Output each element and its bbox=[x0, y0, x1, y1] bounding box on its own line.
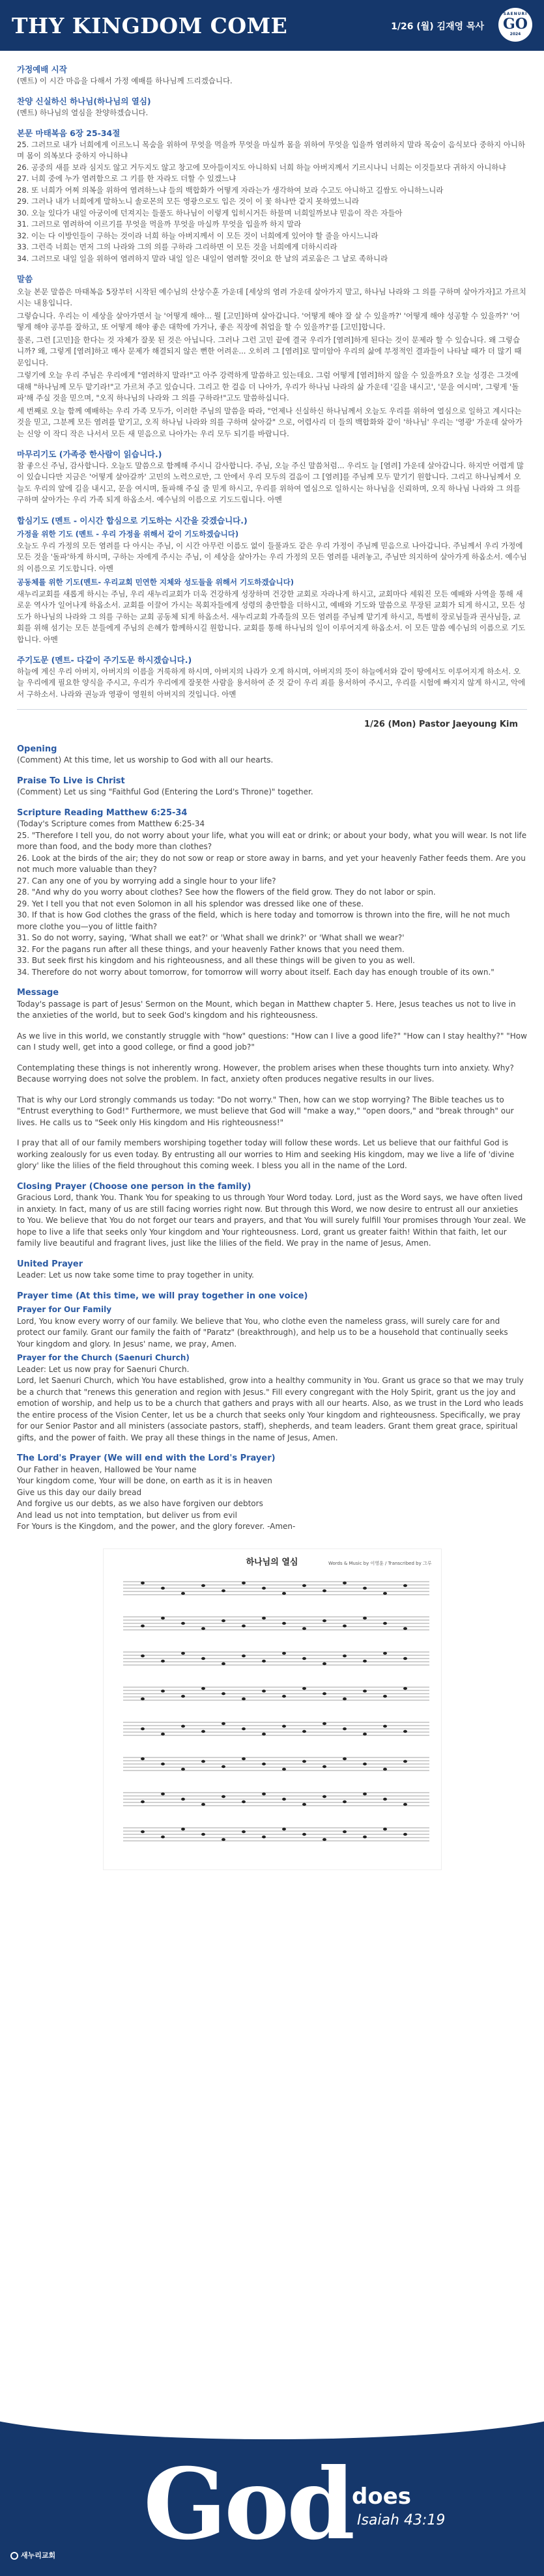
eng-church-prayer-text: Lord, let Saenuri Church, which You have established, grow into a healthy community in You. Grant us grace so that we may truly be a church that "renews this generation and region with Jesus." Fill every congregant with the Holy Spirit, grant us the joy and emotion of worship, and help us to be a church that gathers and prays with all our hearts. Also, as we trust in the Lord who leads the entire process of the Vision Center, let us be a church that seeks only Your kingdom and righteousness. Specifically, we pray for our Senior Pastor and all ministers (associate pastors, staff), shepherds, and team leaders. Grant them great grace, spiritual gifts, and the power of faith. We pray all these things in the name of Jesus, Amen. bbox=[17, 1376, 524, 1442]
eng-lords-prayer-line: Your kingdom come, Your will be done, on earth as it is in heaven bbox=[17, 1476, 272, 1485]
music-note bbox=[262, 1732, 266, 1735]
music-note bbox=[262, 1762, 266, 1765]
sheet-credit: Words & Music by 이영훈 / Transcribed by 그루 bbox=[328, 1560, 432, 1566]
music-note bbox=[363, 1689, 367, 1692]
kor-lords-prayer-title: 주기도문 (멘트- 다같이 주기도문 하시겠습니다.) bbox=[17, 655, 192, 665]
music-note bbox=[383, 1797, 387, 1800]
music-note bbox=[282, 1591, 286, 1594]
music-note bbox=[302, 1627, 306, 1629]
eng-church-prayer-title: Prayer for the Church (Saenuri Church) bbox=[17, 1353, 190, 1362]
church-logo bbox=[10, 2550, 55, 2560]
music-note bbox=[161, 1659, 165, 1662]
music-note bbox=[383, 1591, 387, 1594]
eng-praise-text: (Comment) Let us sing "Faithful God (Entering the Lord's Throne)" together. bbox=[17, 787, 313, 796]
kor-verse: 27. 너희 중에 누가 염려함으로 그 키를 한 자라도 더할 수 있겠느냐 bbox=[17, 174, 236, 183]
korean-section bbox=[0, 51, 544, 710]
kor-verse: 26. 공중의 새를 보라 심지도 않고 거두지도 않고 창고에 모아들이지도 아니하되 너희 하늘 아버지께서 기르시나니 너희는 이것들보다 귀하지 아니하냐 bbox=[17, 162, 506, 172]
kor-verse: 31. 그러므로 염려하여 이르기를 무엇을 먹을까 무엇을 마실까 무엇을 입을까 하지 말라 bbox=[17, 219, 302, 229]
music-note bbox=[181, 1724, 185, 1727]
kor-verse: 29. 그러나 내가 너희에게 말하노니 솔로몬의 모든 영광으로도 입은 것이 이 꽃 하나만 같지 못하였느니라 bbox=[17, 197, 359, 206]
eng-closing-text: Gracious Lord, thank You. Thank You for speaking to us through Your Word today. Lord, just as the Word says, we have often lived in anxiety. In fact, many of us are still facing worries right now. But through this Word, we now desire to entrust all our anxieties to You. We believe that You do not forget our tears and prayers, and that You will surely fulfill Your promises through Your zeal. We hope to live a life that seeks only Your kingdom and Your righteousness. Lord, grant us greater faith! Within that faith, let our family live beautiful and fragrant lives, just like the lilies of the field. We pray in the name of Jesus, Amen. bbox=[17, 1193, 526, 1248]
music-note bbox=[242, 1624, 246, 1627]
kor-message-para: 물론, 그런 [고민]을 한다는 것 자체가 잘못 된 것은 아닙니다. 그러나 그런 고민 끝에 결국 우리가 [염려]하게 된다는 것이 문제라 할 수 있습니다. 왜 그렇습니까? 왜, 그렇게 [염려]하고 매사 문제가 해결되지 않은 뻔한 어려운... 오히려 그 [염려]로 말미암아 우리의 삶에 부정적인 결과들이 나타날 때가 더 많기 때문입니다. bbox=[17, 335, 522, 367]
music-note bbox=[242, 1800, 246, 1802]
kor-family-prayer-title: 가정을 위한 기도 (멘트 - 우리 가정을 위해서 같이 기도하겠습니다) bbox=[17, 529, 239, 539]
eng-scripture-intro: (Today's Scripture comes from Matthew 6:25-34 bbox=[17, 819, 205, 828]
music-note bbox=[181, 1797, 185, 1800]
eng-message-para: I pray that all of our family members worshiping together today will follow these words. Let us believe that our faithful God is working zealously for us even today. By entrusting all our worries to Him and seeking His kingdom, may we live a life of 'divine glory' like the lilies of the field throughout this coming week. I bless you all in the name of the Lord. bbox=[17, 1138, 515, 1170]
music-note bbox=[141, 1654, 145, 1657]
music-note bbox=[403, 1729, 407, 1732]
eng-united-text: Leader: Let us now take some time to pray together in unity. bbox=[17, 1270, 254, 1280]
music-note bbox=[161, 1792, 165, 1795]
music-note bbox=[242, 1757, 246, 1759]
eng-verse: 33. But seek first his kingdom and his righteousness, and all these things will be given to you as well. bbox=[17, 956, 415, 965]
music-note bbox=[242, 1830, 246, 1832]
music-note bbox=[403, 1687, 407, 1689]
music-note bbox=[322, 1722, 326, 1724]
eng-verse: 30. If that is how God clothes the grass of the field, which is here today and tomorrow is thrown into the fire, will he not much more clothe you—you of little faith? bbox=[17, 910, 510, 931]
eng-verse: 25. "Therefore I tell you, do not worry about your life, what you will eat or drink; or about your body, what you will wear. Is not life more than food, and the body more than clothes? bbox=[17, 830, 527, 851]
music-note bbox=[201, 1759, 205, 1762]
music-note bbox=[201, 1802, 205, 1805]
music-note bbox=[322, 1838, 326, 1840]
logo-sub: SAENURI bbox=[503, 12, 528, 16]
music-note bbox=[141, 1624, 145, 1627]
music-note bbox=[403, 1584, 407, 1586]
kor-praise-title: 찬양 신실하신 하나님(하나님의 열심) bbox=[17, 96, 151, 106]
kor-message-para: 세 번째로 오늘 함께 예배하는 우리 가족 모두가, 이러한 주님의 말씀을 따라, "언제나 신실하신 하나님께서 오늘도 우리를 위하여 열심으로 일하고 계시다는 것을 믿고, 그분께 모든 염려를 맡기고, 오직 하나님 나라와 의를 구하며 살아갈" 으로, 어렵사리 더 들의 백합화와 같이 '하나님' 우리는 '영광' 가운데 살아가는 신앙 이 작디 작은 나서서 모든 새 믿음으로 나아가는 우리 모두 되기를 바랍니다. bbox=[17, 406, 523, 438]
eng-opening-text: (Comment) At this time, let us worship to God with all our hearts. bbox=[17, 755, 274, 764]
music-note bbox=[363, 1616, 367, 1619]
kor-intercession-title: 합심기도 (멘트 - 이시간 합심으로 기도하는 시간을 갖겠습니다.) bbox=[17, 515, 248, 525]
eng-message-para: Contemplating these things is not inherently wrong. However, the problem arises when these thoughts turn into anxiety. Why? Because worrying does not solve the problem. In fact, anxiety often produces negative results in our lives. bbox=[17, 1063, 514, 1084]
music-note bbox=[322, 1765, 326, 1767]
music-note bbox=[403, 1832, 407, 1835]
music-note bbox=[262, 1616, 266, 1619]
eng-verse: 29. Yet I tell you that not even Solomon in all his splendor was dressed like one of these. bbox=[17, 899, 364, 908]
music-note bbox=[201, 1584, 205, 1586]
music-note bbox=[322, 1589, 326, 1591]
eng-lords-prayer-line: And lead us not into temptation, but deliver us from evil bbox=[17, 1510, 237, 1520]
music-note bbox=[363, 1659, 367, 1662]
music-note bbox=[383, 1651, 387, 1654]
eng-lords-prayer-line: Give us this day our daily bread bbox=[17, 1487, 142, 1497]
music-note bbox=[322, 1795, 326, 1797]
music-note bbox=[343, 1581, 347, 1584]
kor-church-prayer-text: 새누리교회를 새롭게 하시는 주님, 우리 새누리교회가 더욱 건강하게 성장하며 건강한 교회로 자라나게 하시고, 교회마다 세워진 모든 예배와 사역을 통해 새로운 역사가 일어나게 하옵소서. 교회를 이끌어 가시는 목회자들에게 성령의 충만함을 더하시고, 예배와 기도와 말씀으로 무장된 교회가 되게 하시고, 모든 성도가 하나님의 나라와 그 의를 구하는 교회 공동체 되게 하옵소서. 새누리교회 가족들의 모든 염려를 주님께 맡기게 하시고, 특별히 장로님들과 권사님들, 교회를 위해 섬기는 모든 분들에게 주님의 은혜가 함께하시길 원합니다. 교회를 통해 하나님의 일이 이루어지게 하옵소서. 이 모든 말씀 예수님의 이름으로 기도합니다. 아멘 bbox=[17, 589, 526, 644]
music-note bbox=[242, 1654, 246, 1657]
music-note bbox=[343, 1654, 347, 1657]
music-note bbox=[201, 1687, 205, 1689]
music-note bbox=[383, 1694, 387, 1697]
music-note bbox=[201, 1627, 205, 1629]
music-note bbox=[302, 1584, 306, 1586]
brand-title: THY KINGDOM COME bbox=[12, 13, 288, 38]
music-note bbox=[161, 1586, 165, 1589]
eng-message-title: Message bbox=[17, 988, 59, 998]
music-note bbox=[282, 1621, 286, 1624]
music-staves bbox=[104, 1575, 442, 1868]
eng-verse: 32. For the pagans run after all these things, and your heavenly Father knows that you need them. bbox=[17, 944, 405, 954]
eng-opening-title: Opening bbox=[17, 744, 57, 754]
music-note bbox=[141, 1697, 145, 1700]
music-note bbox=[181, 1591, 185, 1594]
kor-opening-title: 가정예배 시작 bbox=[17, 64, 67, 74]
eng-verse: 28. "And why do you worry about clothes? See how the flowers of the field grow. They do not labor or spin. bbox=[17, 888, 436, 897]
music-note bbox=[302, 1802, 306, 1805]
music-note bbox=[222, 1692, 225, 1694]
logo-year: 2024 bbox=[509, 32, 521, 36]
music-note bbox=[141, 1581, 145, 1584]
music-note bbox=[282, 1827, 286, 1830]
music-note bbox=[141, 1757, 145, 1759]
music-note bbox=[282, 1651, 286, 1654]
music-note bbox=[282, 1797, 286, 1800]
date-author: 1/26 (월) 김재영 목사 bbox=[391, 21, 484, 32]
footer-banner bbox=[0, 2361, 544, 2576]
music-note bbox=[161, 1689, 165, 1692]
footer-reference: Isaiah 43:19 bbox=[357, 2512, 446, 2528]
church-name: 새누리교회 bbox=[21, 2551, 56, 2560]
kor-message-para: 그렇기에 오늘 우리 주님은 우리에게 "염려하지 말라!"고 아주 강력하게 말씀하고 있는데요. 그럼 어떻게 [염려]하지 않을 수 있을까요? 오늘 성경은 그것에 대해 "하나님께 모두 맡기라!"고 가르쳐 주고 있습니다. 그리고 한 걸음 더 나아가, 우리가 하나님 나라의 삶 가운데 '길을 내시고', '문을 여시며', 그렇게 '돌파'해 주실 것을 믿으며, "오직 하나님의 나라와 그 의를 구하라!"고도 말씀하십니다. bbox=[17, 371, 519, 402]
sheet-title: 하나님의 열심 bbox=[246, 1557, 298, 1567]
kor-verse: 30. 오늘 있다가 내일 아궁이에 던져지는 들풀도 하나님이 이렇게 입히시거든 하물며 너희일까보냐 믿음이 작은 자들아 bbox=[17, 208, 403, 217]
kor-message-title: 말씀 bbox=[17, 274, 33, 284]
eng-lords-prayer-line: Our Father in heaven, Hallowed be Your name bbox=[17, 1464, 197, 1474]
eng-lords-prayer-line: For Yours is the Kingdom, and the power, and the glory forever. -Amen- bbox=[17, 1522, 296, 1531]
music-note bbox=[222, 1662, 225, 1664]
music-note bbox=[262, 1835, 266, 1838]
music-note bbox=[343, 1757, 347, 1759]
music-note bbox=[181, 1651, 185, 1654]
kor-opening-text: (멘트) 이 시간 마음을 다해서 가정 예배를 하나님께 드리겠습니다. bbox=[17, 76, 233, 85]
kor-closing-text: 참 좋으신 주님, 감사합니다. 오늘도 말씀으로 함께해 주시니 감사합니다. 주님, 오늘 주신 말씀처럼... 우리도 늘 [염려] 가운데 살아갑니다. 하지만 어렵게 많이 있습니다만 지금은 '어떻게 살아갈까' 고민의 노력으로만, 그 안에서 우리 모두의 걸음이 그 [염려]를 주님께 모두 맡기기 원합니다. 그리고 하나님께서 오늘도 우리의 앞에 길을 내시고, 문을 여시며, 돌파해 주실 줄 믿게 하시고, 우리를 위하여 열심으로 일하시는 하나님을 신뢰하며, 오직 하나님 나라와 그 의를 구하며 살아가는 우리 가족 되게 하옵소서. 예수님의 이름으로 기도드립니다. 아멘 bbox=[17, 460, 524, 504]
music-note bbox=[222, 1795, 225, 1797]
go-logo bbox=[498, 8, 532, 42]
eng-closing-title: Closing Prayer (Choose one person in the family) bbox=[17, 1181, 251, 1192]
music-note bbox=[403, 1627, 407, 1629]
music-note bbox=[242, 1727, 246, 1729]
music-note bbox=[141, 1830, 145, 1832]
church-icon bbox=[10, 2552, 18, 2560]
music-note bbox=[322, 1692, 326, 1694]
kor-verse: 34. 그러므로 내일 일을 위하여 염려하지 말라 내일 일은 내일이 염려할 것이요 한 날의 괴로움은 그 날로 족하니라 bbox=[17, 253, 388, 263]
music-note bbox=[363, 1586, 367, 1589]
music-note bbox=[181, 1694, 185, 1697]
music-note bbox=[282, 1767, 286, 1770]
music-note bbox=[222, 1722, 225, 1724]
music-note bbox=[282, 1724, 286, 1727]
kor-verse: 33. 그런즉 너희는 먼저 그의 나라와 그의 의를 구하라 그리하면 이 모든 것을 너희에게 더하시리라 bbox=[17, 242, 337, 251]
kor-lords-prayer-text: 하늘에 계신 우리 아버지, 아버지의 이름을 거룩하게 하시며, 아버지의 나라가 오게 하시며, 아버지의 뜻이 하늘에서와 같이 땅에서도 이루어지게 하소서. 오늘 우리에게 필요한 양식을 주시고, 우리가 우리에게 잘못한 사람을 용서하여 준 것 같이 우리 죄를 용서하여 주시고, 우리를 시험에 빠지지 않게 하시고, 악에서 구하소서. 나라와 권능과 영광이 영원히 아버지의 것입니다. 아멘 bbox=[17, 666, 526, 699]
music-note bbox=[363, 1732, 367, 1735]
eng-verse: 27. Can any one of you by worrying add a single hour to your life? bbox=[17, 876, 276, 886]
eng-verse: 31. So do not worry, saying, 'What shall we eat?' or 'What shall we drink?' or 'What shall we wear?' bbox=[17, 933, 405, 942]
music-note bbox=[181, 1767, 185, 1770]
music-note bbox=[383, 1724, 387, 1727]
music-note bbox=[383, 1767, 387, 1770]
music-note bbox=[322, 1662, 326, 1664]
music-note bbox=[201, 1832, 205, 1835]
music-note bbox=[302, 1729, 306, 1732]
logo-main: GO bbox=[503, 16, 528, 33]
eng-lords-prayer-line: And forgive us our debts, as we also have forgiven our debtors bbox=[17, 1499, 263, 1508]
eng-prayer-time-title: Prayer time (At this time, we will pray together in one voice) bbox=[17, 1291, 308, 1301]
kor-verse: 32. 이는 다 이방인들이 구하는 것이라 너희 하늘 아버지께서 이 모든 것이 너희에게 있어야 할 줄을 아시느니라 bbox=[17, 231, 379, 240]
kor-church-prayer-title: 공동체를 위한 기도(멘트- 우리교회 민연한 지체와 성도들을 위해서 기도하겠습니다) bbox=[17, 578, 294, 587]
music-note bbox=[181, 1827, 185, 1830]
music-note bbox=[302, 1832, 306, 1835]
music-note bbox=[282, 1694, 286, 1697]
eng-family-prayer-text: Lord, You know every worry of our family. We believe that You, who clothe even the nameless grass, will surely care for and protect our family. Grant our family the faith of "Paratz" (breakthrough), and help us to be a household that continually seeks Your kingdom and glory. In Jesus' name, we pray, Amen. bbox=[17, 1316, 508, 1349]
eng-united-title: United Prayer bbox=[17, 1259, 83, 1269]
music-note bbox=[141, 1800, 145, 1802]
music-note bbox=[262, 1792, 266, 1795]
kor-family-prayer-text: 오늘도 우리 가정의 모든 염려를 다 아시는 주님, 이 시간 아무런 이름도 없이 들풀과도 같은 우리 가정이 주님께 믿음으로 나아갑니다. 주님께서 우리 가정에 모든 것을 '돌파'하게 하시며, 구하는 자에게 주시는 주님, 이 세상을 살아가는 우리 가정의 모든 염려를 내려놓고, 주님만 의지하여 살아가게 하옵소서. 예수님의 이름으로 기도합니다. 아멘 bbox=[17, 540, 527, 573]
eng-praise-title: Praise To Live is Christ bbox=[17, 776, 125, 786]
kor-verse: 28. 또 너희가 어찌 의복을 위하여 염려하느냐 들의 백합화가 어떻게 자라는가 생각하여 보라 수고도 아니하고 길쌈도 아니하느니라 bbox=[17, 185, 444, 195]
music-note bbox=[343, 1830, 347, 1832]
music-note bbox=[242, 1697, 246, 1700]
kor-closing-title: 마무리기도 (가족중 한사람이 읽습니다.) bbox=[17, 449, 162, 459]
music-note bbox=[161, 1732, 165, 1735]
kor-praise-text: (멘트) 하나님의 열심을 찬양하겠습니다. bbox=[17, 107, 149, 117]
eng-message-para: As we live in this world, we constantly struggle with "how" questions: "How can I live a good life?" "How can I stay healthy?" "How can I study well, get into a good college, or find a good job?" bbox=[17, 1031, 527, 1052]
music-note bbox=[262, 1689, 266, 1692]
eng-message-para: Today's passage is part of Jesus' Sermon on the Mount, which began in Matthew chapter 5. Here, Jesus teaches us not to live in the anxieties of the world, but to seek God's kingdom and his righteousness. bbox=[17, 999, 516, 1020]
eng-lords-prayer-title: The Lord's Prayer (We will end with the Lord's Prayer) bbox=[17, 1453, 276, 1463]
music-note bbox=[363, 1792, 367, 1795]
eng-verse: 34. Therefore do not worry about tomorrow, for tomorrow will worry about itself. Each day has enough trouble of its own." bbox=[17, 967, 494, 977]
eng-verse: 26. Look at the birds of the air; they do not sow or reap or store away in barns, and yet your heavenly Father feeds them. Are you not much more valuable than they? bbox=[17, 853, 526, 874]
music-note bbox=[302, 1657, 306, 1659]
music-note bbox=[222, 1589, 225, 1591]
music-note bbox=[343, 1624, 347, 1627]
music-note bbox=[262, 1659, 266, 1662]
footer-god-text: God bbox=[143, 2447, 353, 2562]
footer-does-text: does bbox=[352, 2484, 411, 2510]
music-note bbox=[201, 1729, 205, 1732]
music-note bbox=[383, 1621, 387, 1624]
music-note bbox=[201, 1657, 205, 1659]
music-note bbox=[363, 1762, 367, 1765]
music-note bbox=[403, 1657, 407, 1659]
eng-family-prayer-title: Prayer for Our Family bbox=[17, 1305, 112, 1314]
kor-message-para: 오늘 본문 말씀은 마태복음 5장부터 시작된 예수님의 산상수훈 가운데 [세상의 염려 가운데 살아가지 말고, 하나님 나라와 그 의를 구하며 살아가자]고 가르치시는 내용입니다. bbox=[17, 287, 526, 307]
kor-scripture-title: 본문 마태복음 6장 25-34절 bbox=[17, 128, 121, 138]
music-note bbox=[363, 1835, 367, 1838]
eng-church-prayer-leader: Leader: Let us now pray for Saenuri Church. bbox=[17, 1364, 190, 1374]
kor-verse: 25. 그러므로 내가 너희에게 이르노니 목숨을 위하여 무엇을 먹을까 무엇을 마실까 몸을 위하여 무엇을 입을까 염려하지 말라 목숨이 음식보다 중하지 아니하며 몸이 의복보다 중하지 아니하냐 bbox=[17, 139, 526, 160]
music-note bbox=[403, 1759, 407, 1762]
sheet-music bbox=[103, 1548, 442, 1870]
music-note bbox=[141, 1727, 145, 1729]
eng-message-para: That is why our Lord strongly commands us today: "Do not worry." Then, how can we stop worrying? The Bible teaches us to "Entrust everything to God!" Furthermore, we must believe that God will "make a way," "open doors," and "break through" our lives. He calls us to "Seek only His kingdom and His righteousness!" bbox=[17, 1095, 514, 1127]
music-note bbox=[343, 1800, 347, 1802]
footer-curve bbox=[0, 2361, 544, 2439]
music-note bbox=[343, 1697, 347, 1700]
music-note bbox=[222, 1765, 225, 1767]
music-note bbox=[222, 1619, 225, 1621]
kor-verse-list bbox=[17, 139, 527, 265]
music-note bbox=[161, 1762, 165, 1765]
music-note bbox=[302, 1759, 306, 1762]
music-note bbox=[403, 1802, 407, 1805]
eng-scripture-title: Scripture Reading Matthew 6:25-34 bbox=[17, 807, 188, 818]
music-note bbox=[161, 1616, 165, 1619]
header-bar bbox=[0, 0, 544, 51]
music-note bbox=[161, 1835, 165, 1838]
music-note bbox=[322, 1619, 326, 1621]
music-note bbox=[262, 1586, 266, 1589]
music-note bbox=[222, 1838, 225, 1840]
music-note bbox=[181, 1621, 185, 1624]
music-note bbox=[242, 1581, 246, 1584]
english-section bbox=[0, 710, 544, 1870]
music-note bbox=[302, 1687, 306, 1689]
music-note bbox=[343, 1727, 347, 1729]
eng-dateline: 1/26 (Mon) Pastor Jaeyoung Kim bbox=[364, 720, 518, 729]
music-note bbox=[383, 1827, 387, 1830]
kor-message-para: 그렇습니다. 우리는 이 세상을 살아가면서 늘 '어떻게 해야... 뭘 [고민]하며 살아갑니다. '어떻게 해야 잘 살 수 있을까?' '어떻게 해야 성공할 수 있을까?' '어떻게 해야 공부를 잘하고, 또 어떻게 해야 좋은 대학에 가거나, 좋은 직장에 취업을 할 수 있을까?'를 [고민]합니다. bbox=[17, 311, 521, 331]
